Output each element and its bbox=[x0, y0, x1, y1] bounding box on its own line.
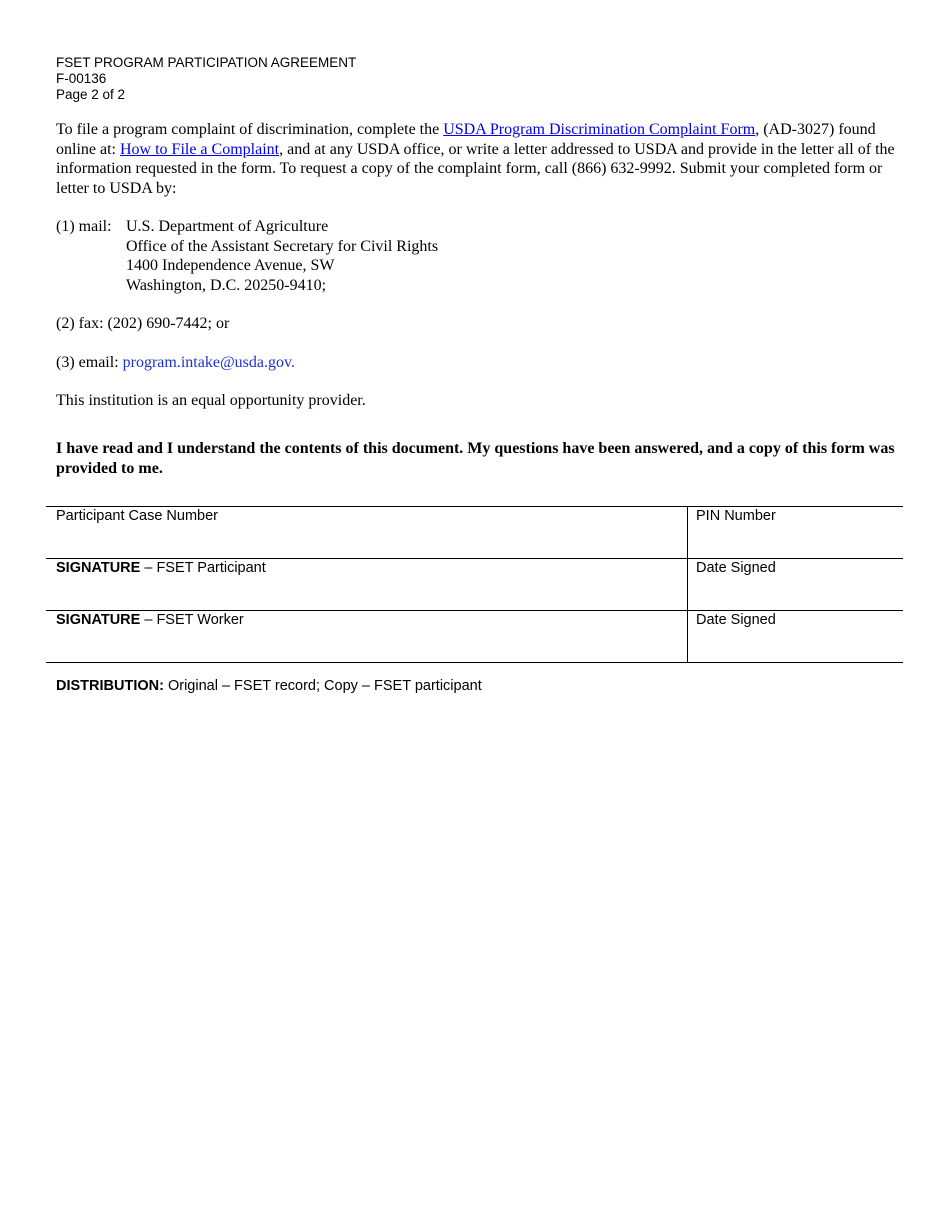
complaint-paragraph bbox=[56, 120, 906, 198]
distribution-text: Original – FSET record; Copy – FSET participant bbox=[163, 678, 482, 694]
complaint-text-1: To file a program complaint of discrimination, complete the bbox=[56, 121, 444, 138]
worker-signature-field[interactable] bbox=[46, 611, 688, 663]
document-header bbox=[56, 55, 356, 103]
participant-signature-field[interactable] bbox=[46, 559, 688, 611]
mail-line-1: U.S. Department of Agriculture bbox=[126, 218, 329, 235]
worker-date-label: Date Signed bbox=[696, 612, 776, 628]
distribution-line bbox=[56, 678, 482, 694]
email-line bbox=[56, 353, 295, 373]
fax-line: (2) fax: (202) 690-7442; or bbox=[56, 315, 230, 332]
form-title: FSET PROGRAM PARTICIPATION AGREEMENT bbox=[56, 55, 357, 70]
pin-number-label: PIN Number bbox=[696, 508, 776, 524]
complaint-text-2: , (AD-3027) found online at: bbox=[56, 121, 876, 158]
signature-table bbox=[46, 506, 903, 663]
how-to-file-link[interactable]: How to File a Complaint bbox=[119, 140, 280, 158]
pin-number-field[interactable] bbox=[688, 507, 904, 559]
email-label: (3) email: bbox=[56, 354, 123, 371]
form-number: F-00136 bbox=[56, 71, 107, 86]
worker-signature-label-bold: SIGNATURE bbox=[56, 612, 141, 628]
complaint-text-3: , and at any USDA office, or write a letter addressed to USDA and provide in the letter all of the information requested in the form. To request a copy of the complaint form, call (866) 632-9992. Submit your completed form or letter to USDA by: bbox=[56, 140, 895, 197]
participant-signature-label-bold: SIGNATURE bbox=[56, 560, 141, 576]
participant-date-label: Date Signed bbox=[696, 560, 776, 576]
acknowledgement-statement: I have read and I understand the contents of this document. My questions have been answered, and a copy of this form was provided to me. bbox=[56, 440, 895, 477]
participant-date-field[interactable] bbox=[688, 559, 904, 611]
table-row bbox=[46, 507, 903, 559]
mail-label: (1) mail: bbox=[56, 218, 112, 235]
mail-line-4: Washington, D.C. 20250-9410; bbox=[126, 276, 327, 294]
equal-opportunity-statement: This institution is an equal opportunity provider. bbox=[56, 392, 366, 409]
complaint-form-link[interactable]: USDA Program Discrimination Complaint Form bbox=[443, 121, 756, 138]
mail-line-3: 1400 Independence Avenue, SW bbox=[126, 257, 335, 275]
participant-signature-label: – FSET Participant bbox=[140, 560, 266, 576]
mail-line-2: Office of the Assistant Secretary for Civil Rights bbox=[126, 237, 439, 255]
case-number-field[interactable] bbox=[46, 507, 688, 559]
worker-signature-label: – FSET Worker bbox=[140, 612, 244, 628]
page-indicator: Page 2 of 2 bbox=[56, 87, 126, 102]
table-row bbox=[46, 611, 903, 663]
worker-date-field[interactable] bbox=[688, 611, 904, 663]
case-number-label: Participant Case Number bbox=[56, 508, 218, 524]
distribution-label: DISTRIBUTION: bbox=[56, 678, 164, 694]
table-row bbox=[46, 559, 903, 611]
mail-address bbox=[126, 217, 438, 295]
email-address[interactable]: program.intake@usda.gov. bbox=[122, 354, 295, 371]
